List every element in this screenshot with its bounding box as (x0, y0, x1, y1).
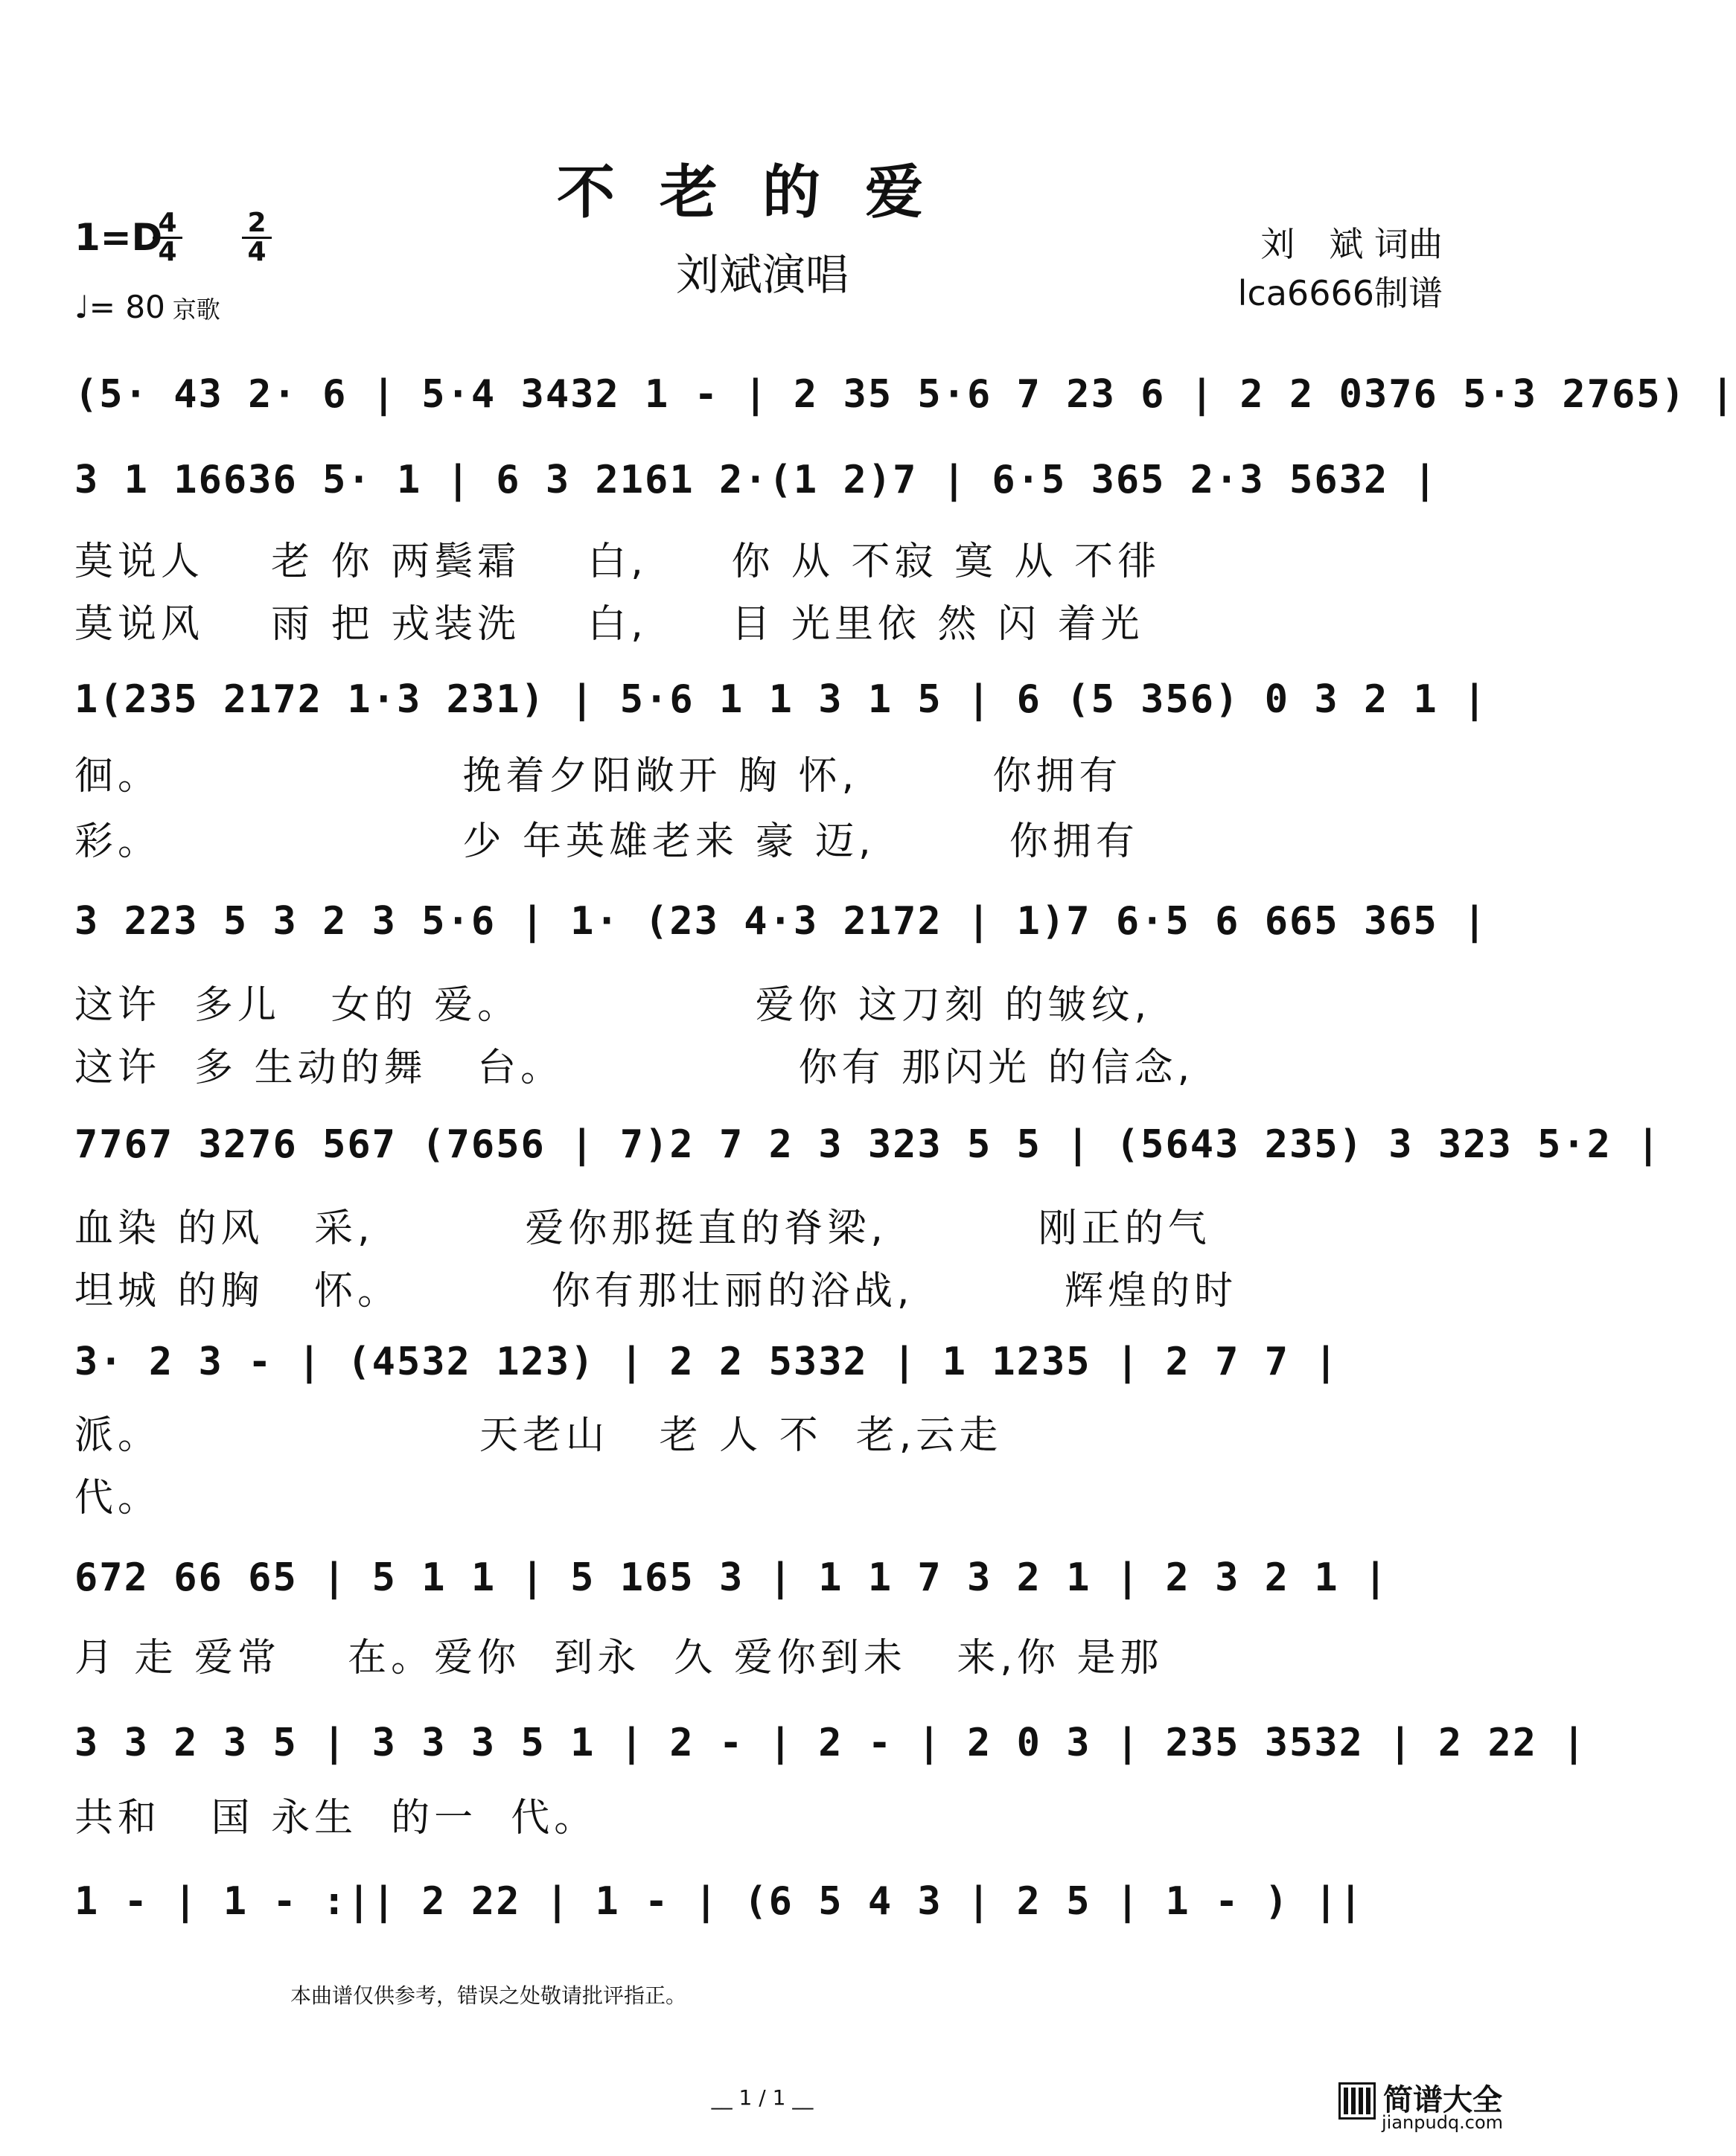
notation-system-1: (5· 43 2· 6 | 5·4 3432 1 - | 2 35 5·6 7 23 6 | 2 2 0376 5·3 2765) | (74, 372, 1736, 417)
notation-system-7: 672 66 65 | 5 1 1 | 5 165 3 | 1 1 7 3 2 1 | 2 3 2 1 | (74, 1555, 1389, 1600)
composer-credit: 刘 斌 词曲 (1260, 224, 1443, 264)
time-sig-top: 4 (158, 208, 177, 238)
lyrics-verse-2: 彩。 少 年英雄老来 豪 迈, 你拥有 (74, 819, 1139, 864)
time-sig-bottom: 4 (153, 237, 182, 266)
notation-system-9: 1 - | 1 - :|| 2 22 | 1 - | (6 5 4 3 | 2 5 | 1 - ) || (74, 1879, 1364, 1924)
lyrics-verse-1: 派。 天老山 老 人 不 老,云走 (74, 1413, 1003, 1458)
tempo-marking (74, 289, 220, 325)
arranger-credit: lca6666制谱 (1237, 273, 1443, 313)
lyrics-verse-1: 共和 国 永生 的一 代。 (74, 1796, 598, 1840)
notation-system-4: 3 223 5 3 2 3 5·6 | 1· (23 4·3 2172 | 1)7 6·5 6 665 365 | (74, 899, 1488, 944)
lyrics-verse-1: 这许 多儿 女的 爱。 爱你 这刀刻 的皱纹, (74, 983, 1152, 1028)
tempo-value: ♩= 80 (74, 289, 165, 325)
lyrics-verse-1: 徊。 挽着夕阳敞开 胸 怀, 你拥有 (74, 754, 1123, 799)
lyrics-verse-2: 代。 (74, 1476, 162, 1520)
notation-system-6: 3· 2 3 - | (4532 123) | 2 2 5332 | 1 1235 | 2 7 7 | (74, 1340, 1339, 1384)
lyrics-verse-1: 月 走 爱常 在。爱你 到永 久 爱你到未 来,你 是那 (74, 1636, 1164, 1680)
notation-system-3: 1(235 2172 1·3 231) | 5·6 1 1 3 1 5 | 6 (5 356) 0 3 2 1 | (74, 677, 1488, 722)
notation-system-2: 3 1 16636 5· 1 | 6 3 2161 2·(1 2)7 | 6·5 365 2·3 5632 | (74, 458, 1438, 502)
site-logo (1338, 2076, 1502, 2143)
lyrics-verse-1: 血染 的风 采, 爱你那挺直的脊梁, 刚正的气 (74, 1206, 1211, 1251)
lyrics-verse-2: 这许 多 生动的舞 台。 你有 那闪光 的信念, (74, 1046, 1195, 1090)
time-signature-4-4 (153, 210, 182, 266)
time-signature-2-4 (242, 210, 272, 266)
notation-system-8: 3 3 2 3 5 | 3 3 3 5 1 | 2 - | 2 - | 2 0 3 | 235 3532 | 2 22 | (74, 1721, 1587, 1765)
music-style: 京歌 (172, 295, 220, 324)
lyrics-verse-2: 莫说风 雨 把 戎装洗 白, 目 光里依 然 闪 着光 (74, 602, 1144, 647)
page-number: __ 1 / 1 __ (711, 2085, 814, 2110)
brand-name: 简谱大全 (1383, 2083, 1502, 2117)
lyrics-verse-1: 莫说人 老 你 两鬓霜 白, 你 从 不寂 寞 从 不徘 (74, 540, 1161, 584)
brand-site: jianpudq.com (1382, 2112, 1504, 2133)
song-title: 不老的爱 (556, 159, 968, 226)
time-sig-bottom: 4 (242, 237, 272, 266)
piano-icon (1338, 2082, 1376, 2120)
notation-system-5: 7767 3276 567 (7656 | 7)2 7 2 3 323 5 5 | (5643 235) 3 323 5·2 | (74, 1122, 1662, 1167)
key-signature: 1=D (74, 216, 163, 259)
disclaimer-note: 本曲谱仅供参考，错误之处敬请批评指正。 (290, 1983, 687, 2008)
performer: 刘斌演唱 (675, 249, 849, 300)
time-sig-top: 2 (247, 208, 267, 238)
lyrics-verse-2: 坦城 的胸 怀。 你有那壮丽的浴战, 辉煌的时 (74, 1269, 1238, 1314)
